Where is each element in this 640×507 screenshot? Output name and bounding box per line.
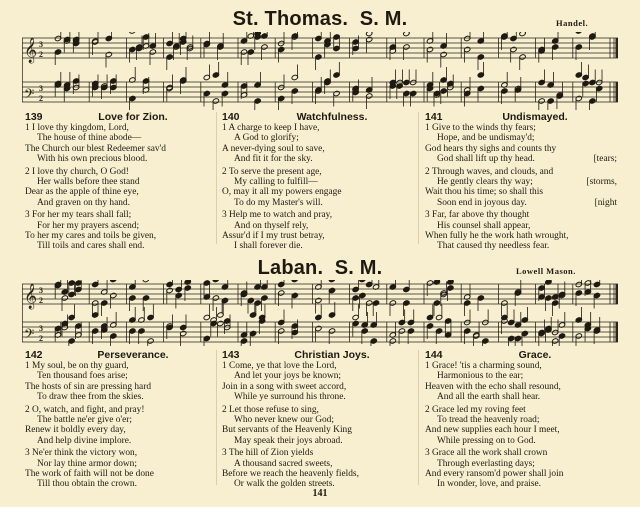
bass-clef-icon: 𝄢 [24,86,35,105]
final-barline [616,38,619,58]
verse-line: 1 My soul, be on thy guard, [25,361,129,371]
verse-line: But servants of the Heavenly King [222,425,352,436]
verse-line: Her walls before thee stand [37,177,140,188]
stanza [425,210,617,252]
verse-line: Ten thousand foes arise; [37,371,128,382]
verse-line: 1 Give to the winds thy fears; [425,123,536,133]
verse-line: And on thyself rely, [234,220,309,231]
note-head [129,32,136,34]
bass-clef-icon: 𝄢 [24,326,35,345]
verse-line: 3 Help me to watch and pray, [222,210,333,221]
note-head [575,32,582,34]
time-signature: 2 [39,296,43,305]
verse-line: God hears thy sighs and counts thy [425,143,557,154]
verse-line: The house of thine abode— [37,133,142,144]
treble-clef-icon: 𝄞 [24,284,38,309]
verse-line: Nor lay thine armor down; [37,458,137,469]
hymn-heading [222,111,414,123]
hymn-heading [25,349,213,361]
time-signature: 2 [39,50,43,59]
stanza [425,123,617,165]
verse-line: Wait thou his time; so shall this [425,187,543,198]
music-score-laban [22,280,618,346]
hymn-number: 139 [25,111,43,123]
time-signature: 2 [39,94,43,103]
verse-line: 2 To serve the present age, [222,166,322,177]
verse-line: 2 Let those refuse to sing, [222,404,319,415]
stanza [222,210,414,252]
composer-credit: Lowell Mason. [516,266,576,276]
stanza [425,405,617,447]
page-number: 141 [312,488,328,499]
verse-line: 3 Ne'er think the victory won, [25,448,138,459]
verse-line: 2 O, watch, and fight, and pray! [25,404,145,415]
verse-line: O, may it all my powers engage [222,187,342,198]
stanza [25,405,213,447]
column-divider [418,112,419,244]
stanza [425,361,617,403]
stanza [222,405,414,447]
stanza [25,167,213,209]
stanza [25,361,213,403]
music-score-st-thomas [22,32,618,110]
verse-line: The hosts of sin are pressing hard [25,381,152,392]
note-head [359,280,366,283]
verse-line: While ye surround his throne. [234,392,346,403]
tune-title: St. Thomas. S. M. [232,8,408,30]
verse-line: The battle ne'er give o'er; [37,415,132,426]
stanza [425,448,617,490]
hymn-heading [222,349,414,361]
verse-line: Dear as the apple of thine eye, [25,187,139,198]
verse-line: Hope, and be undismay'd; [437,133,535,144]
column-divider [216,112,217,244]
verse-line: Before we reach the heavenly fields, [222,469,359,480]
hymn-title: Perseverance. [97,349,169,361]
hymn-title: Grace. [518,349,552,361]
verse-line: That caused thy needless fear. [437,241,550,252]
hymn-number: 143 [222,349,240,361]
stanza [425,167,617,209]
verse-line: A thousand sacred sweets, [234,458,333,469]
time-signature: 3 [39,286,43,295]
verse-line: 2 I love thy church, O God! [25,166,129,177]
note-head [328,280,335,283]
column-divider [418,350,419,485]
hymn-title: Christian Joys. [294,349,370,361]
note-head [212,280,219,283]
verse-line: 2 Grace led my roving feet [425,404,526,415]
stanza [25,448,213,490]
verse-line: And new supplies each hour I meet, [425,425,560,436]
hymn-heading [25,111,213,123]
hymn-title: Undismayed. [502,111,568,123]
final-barline [616,322,619,342]
verse-line: 3 The hill of Zion yields [222,448,314,459]
verse-line: His counsel shall appear, [437,220,531,231]
verse-line: I shall forever die. [234,241,303,252]
verse-line: He gently clears thy way; [storms, [437,177,617,188]
time-signature: 2 [39,334,43,343]
hymn-number: 141 [425,111,443,123]
hymn-heading [425,111,617,123]
verse-line: 3 For her my tears shall fall; [25,210,132,221]
note-head [142,280,149,283]
hymn-number: 142 [25,349,43,361]
note-head [291,280,298,283]
hymn-140 [222,111,414,254]
hymn-title: Watchfulness. [296,111,368,123]
verse-line: And help divine implore. [37,435,132,446]
verse-line: 1 Come, ye that love the Lord, [222,361,337,371]
verse-line: Till thou obtain the crown. [37,479,137,490]
verse-line: To her my cares and toils be given, [25,231,157,242]
time-signature: 3 [39,40,43,49]
verse-line: To tread the heavenly road; [437,415,540,426]
stanza [222,361,414,403]
verse-line: 3 Grace all the work shall crown [425,448,548,459]
note-head [110,280,117,283]
verse-line: In wonder, love, and praise. [437,479,542,490]
hymn-141 [425,111,617,254]
verse-line: And let your joys be known; [234,371,342,382]
verse-line: My calling to fulfill— [234,177,318,188]
verse-line: When fully he the work hath wrought, [425,231,569,242]
verse-line: 2 Through waves, and clouds, and [425,166,554,177]
stanza [222,123,414,165]
final-barline [616,82,619,102]
verse-line: For her my prayers ascend; [37,220,140,231]
verse-line: Harmonious to the ear; [437,371,524,382]
stanza [25,123,213,165]
verse-line: And every ransom'd power shall join [425,469,564,480]
hymn-144 [425,349,617,492]
verse-line: To draw thee from the skies. [37,392,144,403]
hymn-title: Love for Zion. [98,111,168,123]
verse-line: And all the earth shall hear. [437,392,541,403]
verse-line: Through everlasting days; [437,458,535,469]
hymn-heading [425,349,617,361]
verse-line: May speak their joys abroad. [234,435,343,446]
verse-line: God shall lift up thy head. [tears; [437,154,617,165]
hymn-143 [222,349,414,492]
verse-line: Join in a song with sweet accord, [222,381,347,392]
verse-line: To do my Master's will. [234,197,323,208]
verse-line: The Church our blest Redeemer sav'd [25,143,166,154]
hymn-number: 144 [425,349,443,361]
time-signature: 3 [39,324,43,333]
stanza [25,210,213,252]
column-divider [216,350,217,485]
verse-line: Or walk the golden streets. [234,479,335,490]
verse-line: While pressing on to God. [437,435,536,446]
verse-line: Heaven with the echo shall resound, [425,381,561,392]
verse-line: Who never knew our God; [234,415,334,426]
hymn-142 [25,349,213,492]
verse-line: And graven on thy hand. [37,197,130,208]
tune-title: Laban. S. M. [257,257,383,279]
hymn-number: 140 [222,111,240,123]
verse-line: A never-dying soul to save, [222,143,325,154]
verse-line: 1 I love thy kingdom, Lord, [25,123,129,133]
composer-credit: Handel. [556,18,589,28]
verse-line: With his own precious blood. [37,154,148,165]
verse-line: Soon end in joyous day. [night [437,197,617,208]
verse-line: 1 A charge to keep I have, [222,123,320,133]
verse-line: Assur'd if I my trust betray, [222,231,325,242]
verse-line: 1 Grace! 'tis a charming sound, [425,361,542,371]
stanza [222,448,414,490]
final-barline [616,284,619,304]
time-signature: 3 [39,84,43,93]
hymn-139 [25,111,213,254]
verse-line: A God to glorify; [234,133,299,144]
verse-line: And fit it for the sky. [234,154,313,165]
stanza [222,167,414,209]
verse-line: Till toils and cares shall end. [37,241,145,252]
verse-line: 3 Far, far above thy thought [425,210,530,221]
verse-line: The work of faith will not be done [25,469,154,480]
verse-line: Renew it boldly every day, [25,425,126,436]
treble-clef-icon: 𝄞 [24,38,38,63]
